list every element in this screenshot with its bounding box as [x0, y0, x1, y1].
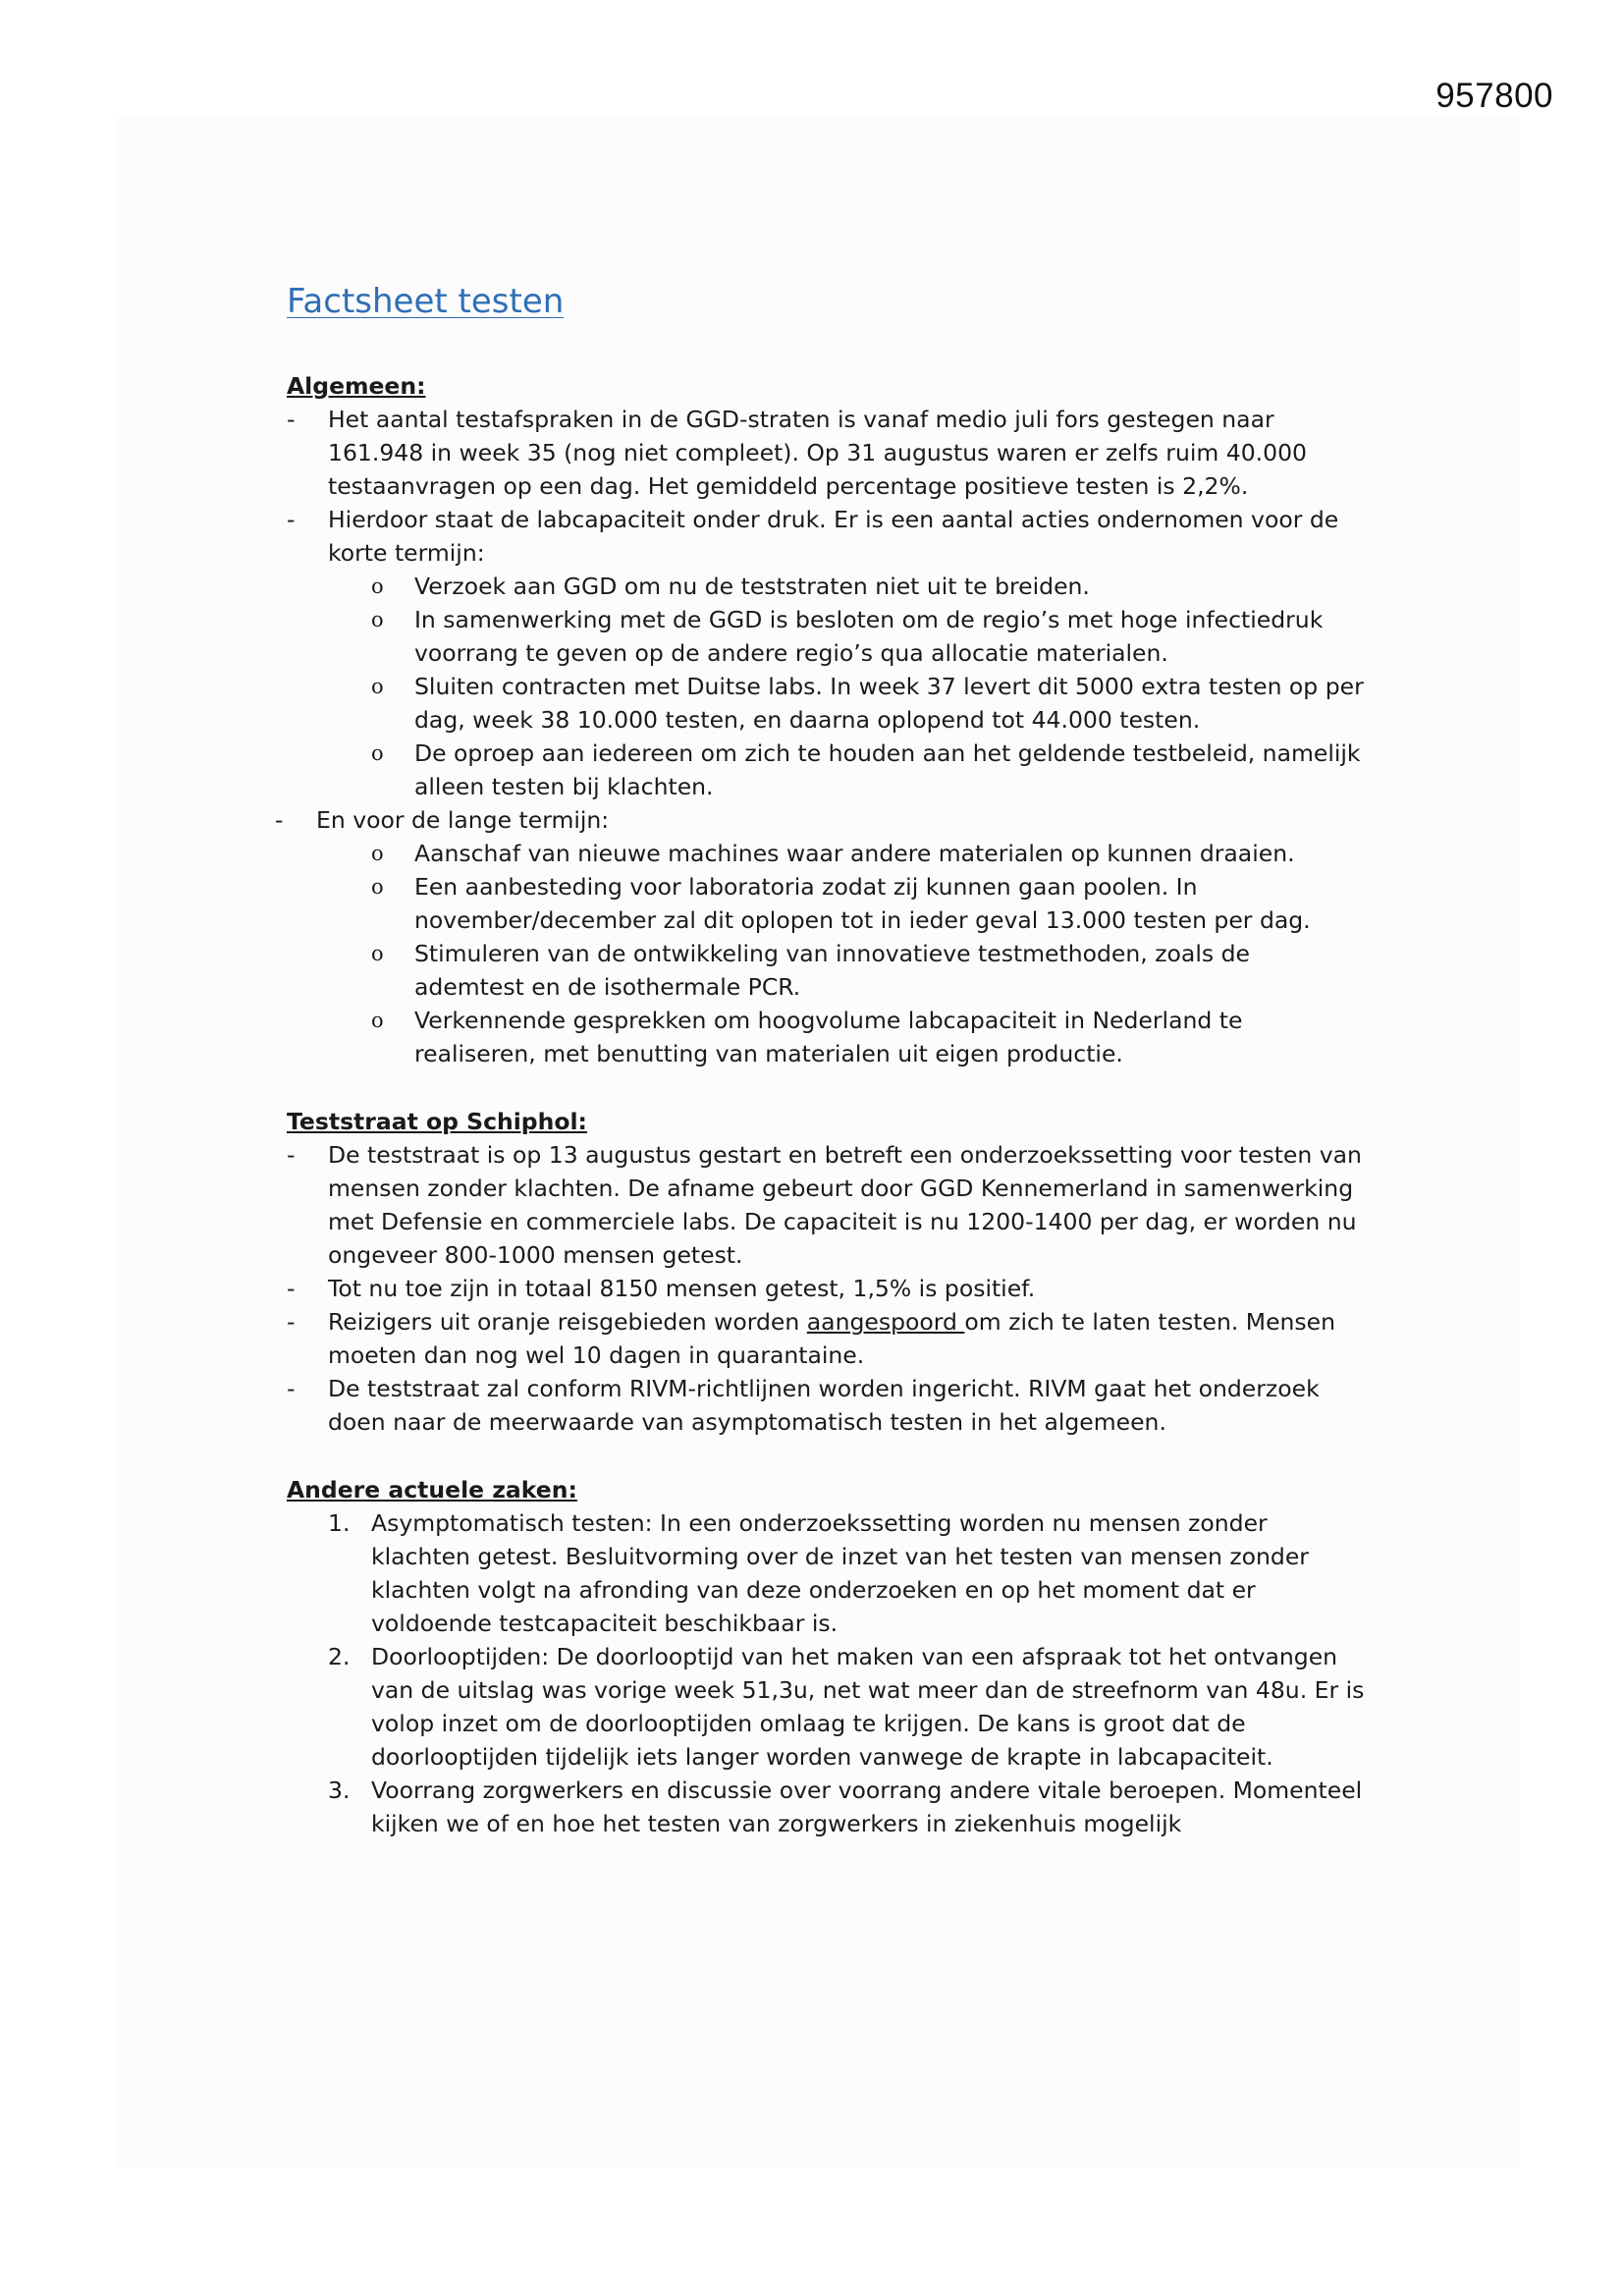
numbered-list	[328, 1506, 1367, 1840]
number-marker: 3.	[328, 1777, 351, 1804]
page-title: Factsheet testen	[287, 282, 565, 321]
list-item-text: Het aantal testafspraken in de GGD-straten is vanaf medio juli fors gestegen naar 161.948 in week 35 (nog niet compleet). Op 31 augustus waren er zelfs ruim 40.000 testaanvragen op een dag. Het gemiddeld percentage positieve testen is 2,2%.	[328, 406, 1307, 500]
number-marker: 2.	[328, 1643, 351, 1670]
list-item-text: De teststraat zal conform RIVM-richtlijnen worden ingericht. RIVM gaat het onderzoek doen naar de meerwaarde van asymptomatisch testen in het algemeen.	[328, 1375, 1320, 1436]
sub-list-item-text: Sluiten contracten met Duitse labs. In week 37 levert dit 5000 extra testen op per dag, week 38 10.000 testen, en daarna oplopend tot 44.000 testen.	[414, 673, 1364, 734]
section-heading: Andere actuele zaken:	[287, 1476, 577, 1503]
list-item	[287, 1305, 1367, 1372]
sub-list-item-text: Verkennende gesprekken om hoogvolume labcapaciteit in Nederland te realiseren, met benutting van materialen uit eigen productie.	[414, 1007, 1243, 1067]
list-item	[287, 403, 1367, 503]
sub-list-item	[371, 937, 1367, 1004]
circle-bullet-icon: o	[371, 675, 384, 698]
dash-marker: -	[287, 1375, 296, 1402]
sub-list-item-text: Een aanbesteding voor laboratoria zodat zij kunnen gaan poolen. In november/december zal dit oplopen tot in ieder geval 13.000 testen per dag.	[414, 873, 1311, 934]
document-number: 957800	[1435, 77, 1553, 115]
sub-list-item-text: Verzoek aan GGD om nu de teststraten niet uit te breiden.	[414, 573, 1090, 600]
circle-bullet-icon: o	[371, 608, 384, 631]
number-marker: 1.	[328, 1509, 351, 1537]
sub-list-item-text: Stimuleren van de ontwikkeling van innovatieve testmethoden, zoals de ademtest en de isothermale PCR.	[414, 940, 1250, 1001]
section-heading: Teststraat op Schiphol:	[287, 1108, 587, 1135]
dash-marker: -	[287, 506, 296, 533]
sub-list-item	[371, 837, 1367, 870]
numbered-item	[328, 1506, 1367, 1640]
list-item-text: Hierdoor staat de labcapaciteit onder druk. Er is een aantal acties ondernomen voor de korte termijn:	[328, 506, 1339, 567]
list-item	[287, 503, 1367, 570]
sub-list-item	[371, 603, 1367, 670]
numbered-item-text: Voorrang zorgwerkers en discussie over voorrang andere vitale beroepen. Momenteel kijken we of en hoe het testen van zorgwerkers in ziekenhuis mogelijk	[371, 1777, 1363, 1837]
list-item	[287, 1138, 1367, 1272]
sub-list-item	[371, 670, 1367, 737]
bullet-list	[287, 403, 1367, 570]
bullet-list	[287, 1138, 1367, 1439]
dash-marker: -	[287, 406, 296, 433]
underlined-text: aangespoord	[806, 1308, 965, 1336]
sub-list-item	[371, 870, 1367, 937]
circle-bullet-icon: o	[371, 574, 384, 598]
circle-bullet-icon: o	[371, 842, 384, 865]
list-item-text-before: Reizigers uit oranje reisgebieden worden	[328, 1308, 807, 1336]
list-item-text-after: om zich te laten testen. Mensen moeten dan nog wel 10 dagen in quarantaine.	[328, 1308, 1336, 1369]
list-item-text: Tot nu toe zijn in totaal 8150 mensen getest, 1,5% is positief.	[328, 1275, 1036, 1302]
section-andere	[287, 1473, 1367, 1840]
list-item	[275, 803, 1367, 837]
dash-marker: -	[287, 1275, 296, 1302]
numbered-item	[328, 1640, 1367, 1774]
sub-bullet-list	[371, 570, 1367, 803]
dash-marker: -	[275, 806, 284, 834]
list-item-text: En voor de lange termijn:	[316, 806, 610, 834]
sub-list-item-text: Aanschaf van nieuwe machines waar andere materialen op kunnen draaien.	[414, 840, 1295, 867]
dash-marker: -	[287, 1308, 296, 1336]
sub-list-item	[371, 737, 1367, 803]
sub-list-item	[371, 570, 1367, 603]
section-heading: Algemeen:	[287, 372, 426, 400]
circle-bullet-icon: o	[371, 741, 384, 765]
list-item	[287, 1372, 1367, 1439]
sub-list-item	[371, 1004, 1367, 1070]
circle-bullet-icon: o	[371, 942, 384, 965]
bullet-list	[275, 803, 1367, 837]
sub-bullet-list	[371, 837, 1367, 1070]
numbered-item-text: Doorlooptijden: De doorlooptijd van het maken van een afspraak tot het ontvangen van de uitslag was vorige week 51,3u, net wat meer dan de streefnorm van 48u. Er is volop inzet om de doorlooptijden omlaag te krijgen. De kans is groot dat de doorlooptijden tijdelijk iets langer worden vanwege de krapte in labcapaciteit.	[371, 1643, 1365, 1771]
numbered-item	[328, 1774, 1367, 1840]
numbered-item-text: Asymptomatisch testen: In een onderzoekssetting worden nu mensen zonder klachten getest. Besluitvorming over de inzet van het testen van mensen zonder klachten volgt na afronding van deze onderzoeken en op het moment dat er voldoende testcapaciteit beschikbaar is.	[371, 1509, 1309, 1637]
section-algemeen	[275, 369, 1367, 1070]
circle-bullet-icon: o	[371, 1009, 384, 1032]
circle-bullet-icon: o	[371, 875, 384, 899]
document-body	[275, 282, 1367, 1875]
sub-list-item-text: De oproep aan iedereen om zich te houden aan het geldende testbeleid, namelijk alleen testen bij klachten.	[414, 739, 1361, 800]
dash-marker: -	[287, 1141, 296, 1169]
sub-list-item-text: In samenwerking met de GGD is besloten om de regio’s met hoge infectiedruk voorrang te geven op de andere regio’s qua allocatie materialen.	[414, 606, 1324, 667]
list-item	[287, 1272, 1367, 1305]
list-item-text	[328, 1308, 1335, 1369]
list-item-text: De teststraat is op 13 augustus gestart en betreft een onderzoekssetting voor testen van mensen zonder klachten. De afname gebeurt door GGD Kennemerland in samenwerking met Defensie en commerciele labs. De capaciteit is nu 1200-1400 per dag, er worden nu ongeveer 800-1000 mensen getest.	[328, 1141, 1362, 1269]
section-schiphol	[287, 1105, 1367, 1439]
